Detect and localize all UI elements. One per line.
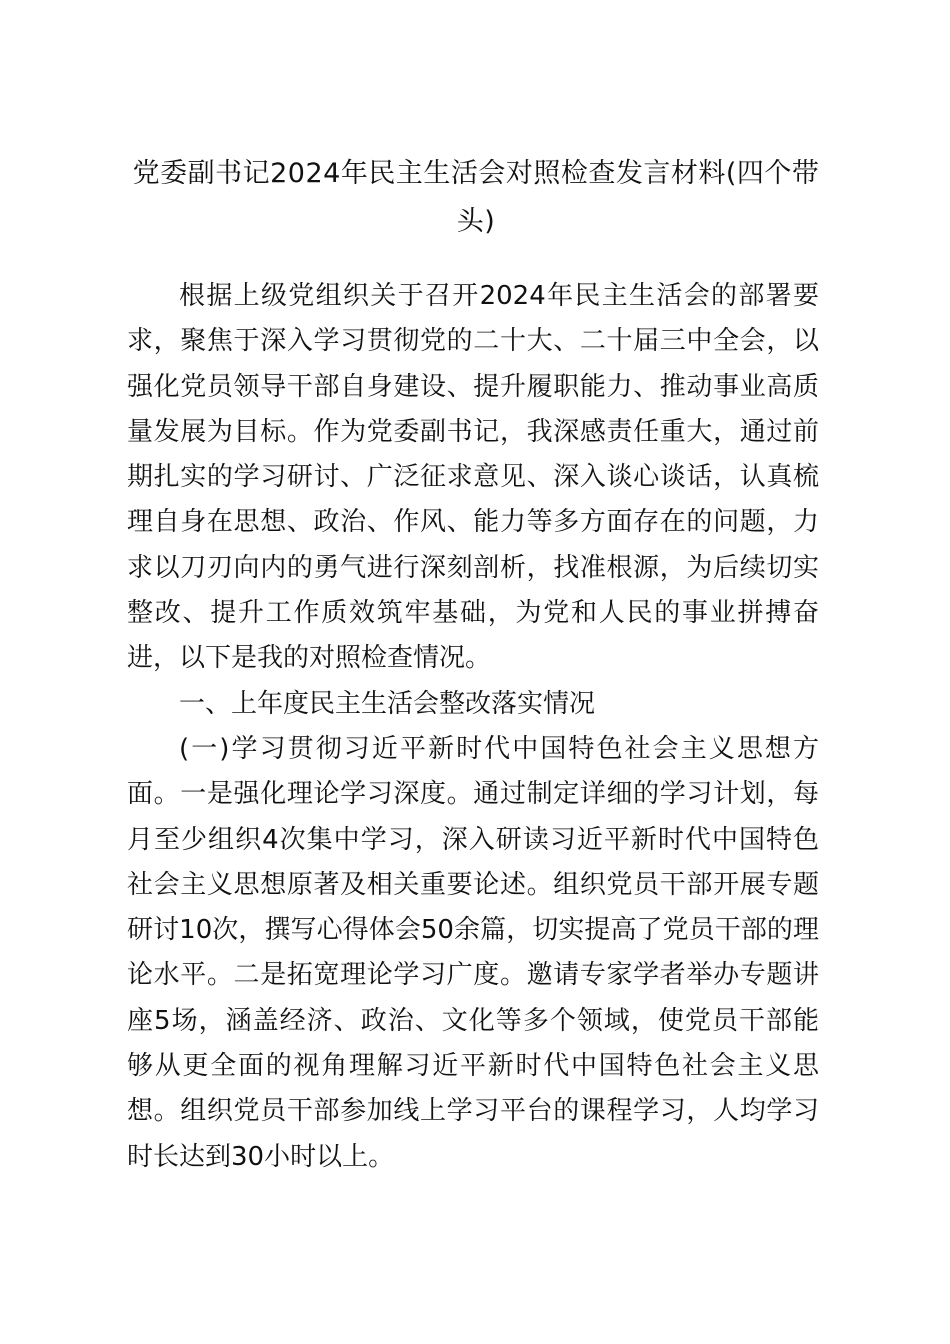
intro-paragraph: 根据上级党组织关于召开2024年民主生活会的部署要求，聚焦于深入学习贯彻党的二十大、二十届三中全会，以强化党员领导干部自身建设、提升履职能力、推动事业高质量发展为目标。作为党委副书记，我深感责任重大，通过前期扎实的学习研讨、广泛征求意见、深入谈心谈话，认真梳理自身在思想、政治、作风、能力等多方面存在的问题，力求以刀刃向内的勇气进行深刻剖析，找准根源，为后续切实整改、提升工作质效筑牢基础，为党和人民的事业拼搏奋进，以下是我的对照检查情况。	[127, 281, 819, 674]
section-paragraph: (一)学习贯彻习近平新时代中国特色社会主义思想方面。一是强化理论学习深度。通过制定详细的学习计划，每月至少组织4次集中学习，深入研读习近平新时代中国特色社会主义思想原著及相关重要论述。组织党员干部开展专题研讨10次，撰写心得体会50余篇，切实提高了党员干部的理论水平。二是拓宽理论学习广度。邀请专家学者举办专题讲座5场，涵盖经济、政治、文化等多个领域，使党员干部能够从更全面的视角理解习近平新时代中国特色社会主义思想。组织党员干部参加线上学习平台的课程学习，人均学习时长达到30小时以上。	[127, 733, 819, 1172]
document-title: 党委副书记2024年民主生活会对照检查发言材料(四个带头)	[132, 158, 820, 237]
section-heading: 一、上年度民主生活会整改落实情况	[179, 688, 596, 719]
document-body	[127, 274, 819, 1180]
